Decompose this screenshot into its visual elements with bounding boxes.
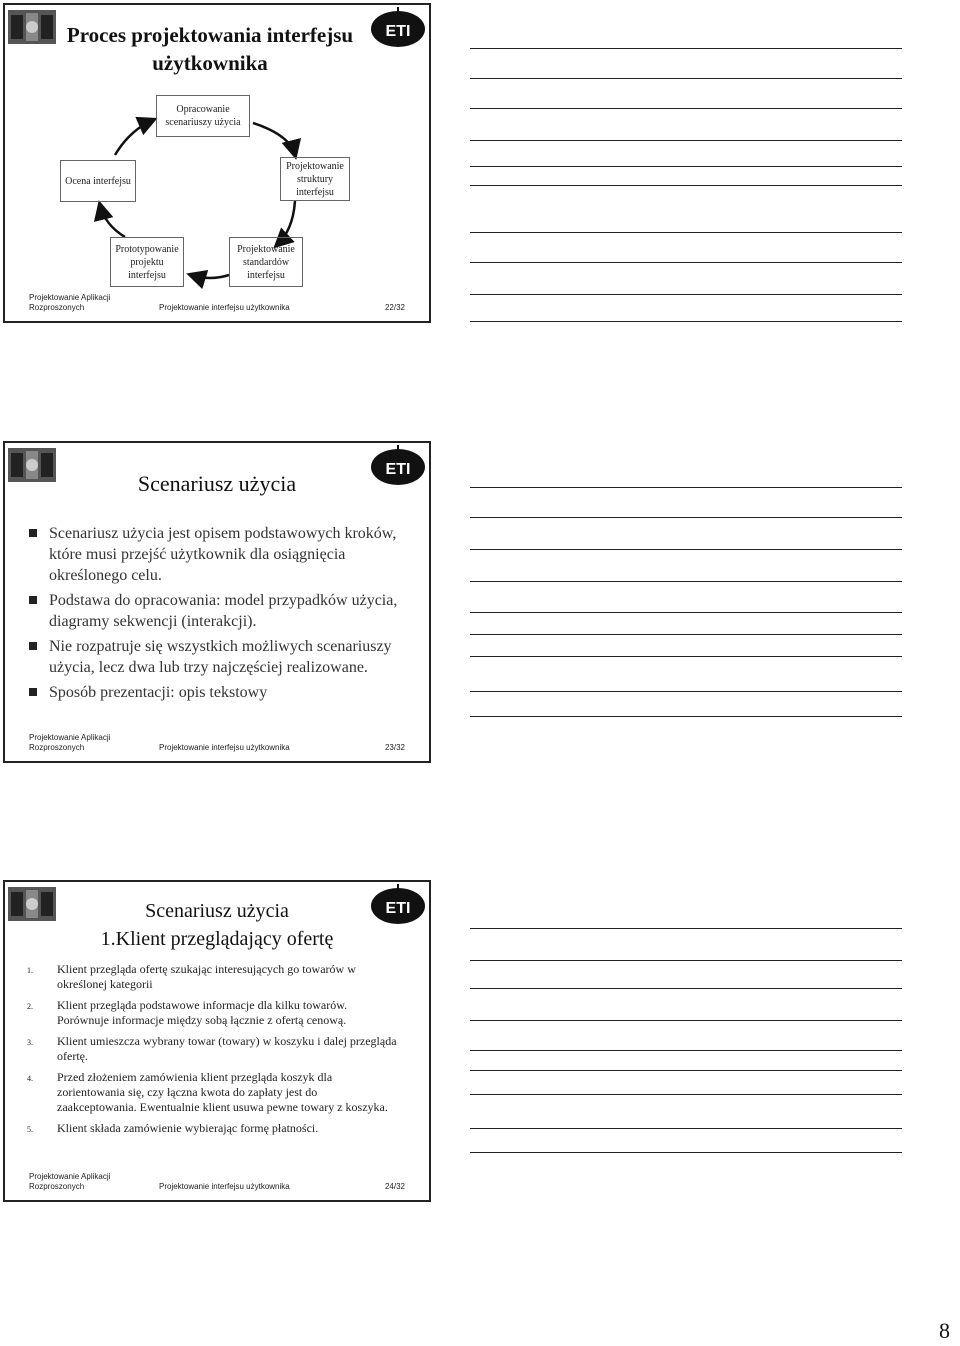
diagram-node: Opracowanie scenariuszy użycia — [156, 95, 250, 137]
page-number: 8 — [939, 1318, 950, 1343]
slide-footer — [29, 731, 405, 753]
slide-22 — [3, 3, 431, 323]
slide-24 — [3, 880, 431, 1202]
list-item: 2. Klient przegląda podstawowe informacje dla kilku towarów. Porównuje informacje między sobą łącznie z ofertą cenową. — [27, 998, 348, 1027]
footer-topic: Projektowanie interfejsu użytkownika — [159, 1182, 290, 1191]
footer-topic: Projektowanie interfejsu użytkownika — [159, 303, 290, 312]
list-item: 3. Klient umieszcza wybrany towar (towary) w koszyku i dalej przegląda ofertę. — [27, 1034, 397, 1063]
bullet-item: Sposób prezentacji: opis tekstowy — [27, 682, 411, 703]
slide-title: Proces projektowania interfejsu użytkownika — [66, 23, 354, 75]
slide-title: Scenariusz użycia — [145, 900, 289, 922]
diagram-node: Projektowanie standardów interfejsu — [229, 237, 303, 287]
step-list — [27, 962, 397, 1142]
footer-course: Projektowanie Aplikacji Rozproszonych — [29, 1172, 111, 1191]
diagram-node: Projektowanie struktury interfejsu — [280, 157, 350, 201]
footer-topic: Projektowanie interfejsu użytkownika — [159, 743, 290, 752]
slide-footer — [29, 1170, 405, 1192]
diagram-node: Ocena interfejsu — [60, 160, 136, 202]
footer-page: 24/32 — [384, 1182, 405, 1191]
slide-footer — [29, 291, 405, 313]
footer-course: Projektowanie Aplikacji Rozproszonych — [29, 293, 111, 312]
list-item: 1. Klient przegląda ofertę szukając interesujących go towarów w określonej kategorii — [27, 962, 356, 991]
footer-page: 22/32 — [384, 303, 405, 312]
list-item: 5. Klient składa zamówienie wybierając formę płatności. — [27, 1121, 319, 1135]
bullet-item: Nie rozpatruje się wszystkich możliwych scenariuszy użycia, lecz dwa lub trzy najczęściej realizowane. — [27, 636, 411, 678]
eti-logo-text: ETI — [385, 23, 411, 40]
footer-page: 23/32 — [384, 743, 405, 752]
diagram-node: Prototypowanie projektu interfejsu — [110, 237, 184, 287]
footer-course: Projektowanie Aplikacji Rozproszonych — [29, 733, 111, 752]
bullet-item: Scenariusz użycia jest opisem podstawowych kroków, które musi przejść użytkownik dla osiągnięcia określonego celu. — [27, 523, 411, 586]
eti-logo-text: ETI — [385, 461, 411, 478]
bullet-item: Podstawa do opracowania: model przypadków użycia, diagramy sekwencji (interakcji). — [27, 590, 411, 632]
list-item: 4. Przed złożeniem zamówienia klient przegląda koszyk dla zorientowania się, czy łączna kwota do zapłaty jest do zaakceptowania. Ewentualnie klient usuwa pewne towary z koszyka. — [27, 1070, 388, 1114]
slide-subtitle: 1.Klient przeglądający ofertę — [100, 928, 334, 950]
slide-title: Scenariusz użycia — [137, 471, 297, 496]
bullet-list — [27, 523, 411, 707]
slide-23 — [3, 441, 431, 763]
eti-logo-text: ETI — [385, 900, 411, 917]
